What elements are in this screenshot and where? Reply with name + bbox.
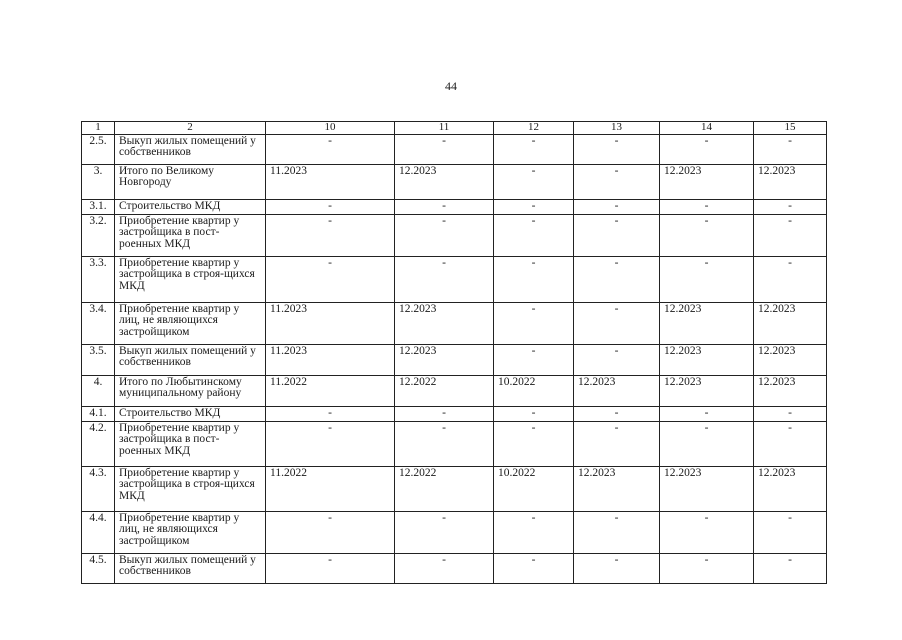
table-row bbox=[82, 466, 827, 511]
row-number: 4. bbox=[82, 375, 115, 406]
row-value: - bbox=[660, 256, 754, 302]
row-value: - bbox=[395, 256, 494, 302]
table-row bbox=[82, 199, 827, 214]
row-value: 12.2023 bbox=[754, 302, 827, 344]
row-value: - bbox=[754, 406, 827, 421]
row-name: Выкуп жилых помещений у собственников bbox=[115, 134, 266, 164]
row-value: - bbox=[754, 511, 827, 553]
table-row bbox=[82, 344, 827, 375]
row-value: - bbox=[660, 134, 754, 164]
row-value: 11.2022 bbox=[266, 466, 395, 511]
row-value: 12.2023 bbox=[660, 375, 754, 406]
row-value: - bbox=[574, 134, 660, 164]
row-value: - bbox=[660, 553, 754, 583]
row-value: - bbox=[660, 511, 754, 553]
row-value: - bbox=[574, 421, 660, 466]
column-header: 10 bbox=[266, 122, 395, 135]
row-name: Приобретение квартир у застройщика в строя-щихся МКД bbox=[115, 466, 266, 511]
row-value: - bbox=[494, 302, 574, 344]
row-number: 4.4. bbox=[82, 511, 115, 553]
row-value: - bbox=[395, 214, 494, 256]
row-value: 11.2022 bbox=[266, 375, 395, 406]
row-value: - bbox=[574, 214, 660, 256]
row-value: - bbox=[395, 406, 494, 421]
row-value: - bbox=[574, 164, 660, 199]
column-header: 12 bbox=[494, 122, 574, 135]
row-value: - bbox=[494, 553, 574, 583]
row-value: - bbox=[660, 199, 754, 214]
row-value: - bbox=[395, 421, 494, 466]
row-value: - bbox=[574, 511, 660, 553]
row-name: Выкуп жилых помещений у собственников bbox=[115, 553, 266, 583]
column-header: 14 bbox=[660, 122, 754, 135]
row-value: 12.2023 bbox=[395, 164, 494, 199]
row-number: 3.1. bbox=[82, 199, 115, 214]
row-value: - bbox=[660, 406, 754, 421]
row-value: - bbox=[494, 256, 574, 302]
row-value: - bbox=[266, 511, 395, 553]
row-value: - bbox=[574, 406, 660, 421]
row-name: Приобретение квартир у лиц, не являющихся застройщиком bbox=[115, 302, 266, 344]
row-value: - bbox=[754, 214, 827, 256]
row-value: 12.2023 bbox=[660, 466, 754, 511]
row-value: 12.2023 bbox=[395, 302, 494, 344]
table-row bbox=[82, 134, 827, 164]
row-value: - bbox=[266, 199, 395, 214]
column-header: 11 bbox=[395, 122, 494, 135]
row-value: - bbox=[574, 302, 660, 344]
row-name: Приобретение квартир у застройщика в пост-роенных МКД bbox=[115, 214, 266, 256]
row-value: - bbox=[754, 553, 827, 583]
row-value: 10.2022 bbox=[494, 466, 574, 511]
row-name: Приобретение квартир у застройщика в строя-щихся МКД bbox=[115, 256, 266, 302]
column-header: 2 bbox=[115, 122, 266, 135]
row-value: - bbox=[574, 344, 660, 375]
row-value: - bbox=[754, 134, 827, 164]
row-number: 3. bbox=[82, 164, 115, 199]
row-value: 12.2023 bbox=[754, 466, 827, 511]
row-value: - bbox=[395, 511, 494, 553]
row-number: 3.2. bbox=[82, 214, 115, 256]
row-value: 11.2023 bbox=[266, 344, 395, 375]
row-value: 12.2023 bbox=[754, 375, 827, 406]
column-header: 15 bbox=[754, 122, 827, 135]
table-row bbox=[82, 421, 827, 466]
row-value: 12.2023 bbox=[754, 164, 827, 199]
row-number: 3.4. bbox=[82, 302, 115, 344]
table-row bbox=[82, 511, 827, 553]
row-value: - bbox=[494, 511, 574, 553]
row-value: - bbox=[754, 199, 827, 214]
row-value: - bbox=[266, 553, 395, 583]
row-value: - bbox=[494, 421, 574, 466]
page-number: 44 bbox=[445, 79, 457, 93]
table-row bbox=[82, 553, 827, 583]
row-value: - bbox=[754, 421, 827, 466]
header-row bbox=[82, 122, 827, 135]
table-row bbox=[82, 164, 827, 199]
row-value: - bbox=[574, 256, 660, 302]
row-value: - bbox=[660, 214, 754, 256]
table-row bbox=[82, 375, 827, 406]
row-number: 3.3. bbox=[82, 256, 115, 302]
row-number: 2.5. bbox=[82, 134, 115, 164]
row-name: Итого по Великому Новгороду bbox=[115, 164, 266, 199]
row-name: Выкуп жилых помещений у собственников bbox=[115, 344, 266, 375]
table-row bbox=[82, 256, 827, 302]
row-name: Строительство МКД bbox=[115, 406, 266, 421]
row-value: 12.2022 bbox=[395, 466, 494, 511]
row-value: - bbox=[754, 256, 827, 302]
row-value: - bbox=[494, 164, 574, 199]
table-row bbox=[82, 302, 827, 344]
schedule-table bbox=[81, 121, 827, 584]
row-value: 12.2023 bbox=[395, 344, 494, 375]
row-value: 12.2023 bbox=[660, 302, 754, 344]
row-number: 4.5. bbox=[82, 553, 115, 583]
row-value: - bbox=[395, 199, 494, 214]
row-value: - bbox=[494, 134, 574, 164]
row-number: 4.3. bbox=[82, 466, 115, 511]
row-value: - bbox=[660, 421, 754, 466]
row-value: 12.2023 bbox=[660, 164, 754, 199]
row-value: - bbox=[395, 134, 494, 164]
row-value: 12.2023 bbox=[574, 466, 660, 511]
row-value: - bbox=[266, 421, 395, 466]
row-name: Приобретение квартир у застройщика в пост-роенных МКД bbox=[115, 421, 266, 466]
column-header: 1 bbox=[82, 122, 115, 135]
row-value: - bbox=[494, 214, 574, 256]
row-value: 11.2023 bbox=[266, 302, 395, 344]
row-value: 12.2023 bbox=[660, 344, 754, 375]
row-value: - bbox=[494, 344, 574, 375]
row-value: 10.2022 bbox=[494, 375, 574, 406]
row-value: - bbox=[574, 199, 660, 214]
row-value: 12.2023 bbox=[574, 375, 660, 406]
table-row bbox=[82, 406, 827, 421]
row-value: 11.2023 bbox=[266, 164, 395, 199]
row-value: - bbox=[494, 199, 574, 214]
row-number: 3.5. bbox=[82, 344, 115, 375]
row-value: - bbox=[266, 256, 395, 302]
row-name: Итого по Любытинскому муниципальному району bbox=[115, 375, 266, 406]
row-value: - bbox=[494, 406, 574, 421]
row-value: 12.2022 bbox=[395, 375, 494, 406]
row-value: 12.2023 bbox=[754, 344, 827, 375]
row-value: - bbox=[266, 214, 395, 256]
row-number: 4.2. bbox=[82, 421, 115, 466]
column-header: 13 bbox=[574, 122, 660, 135]
row-value: - bbox=[395, 553, 494, 583]
row-number: 4.1. bbox=[82, 406, 115, 421]
row-name: Строительство МКД bbox=[115, 199, 266, 214]
row-name: Приобретение квартир у лиц, не являющихся застройщиком bbox=[115, 511, 266, 553]
row-value: - bbox=[266, 406, 395, 421]
row-value: - bbox=[266, 134, 395, 164]
table-row bbox=[82, 214, 827, 256]
row-value: - bbox=[574, 553, 660, 583]
